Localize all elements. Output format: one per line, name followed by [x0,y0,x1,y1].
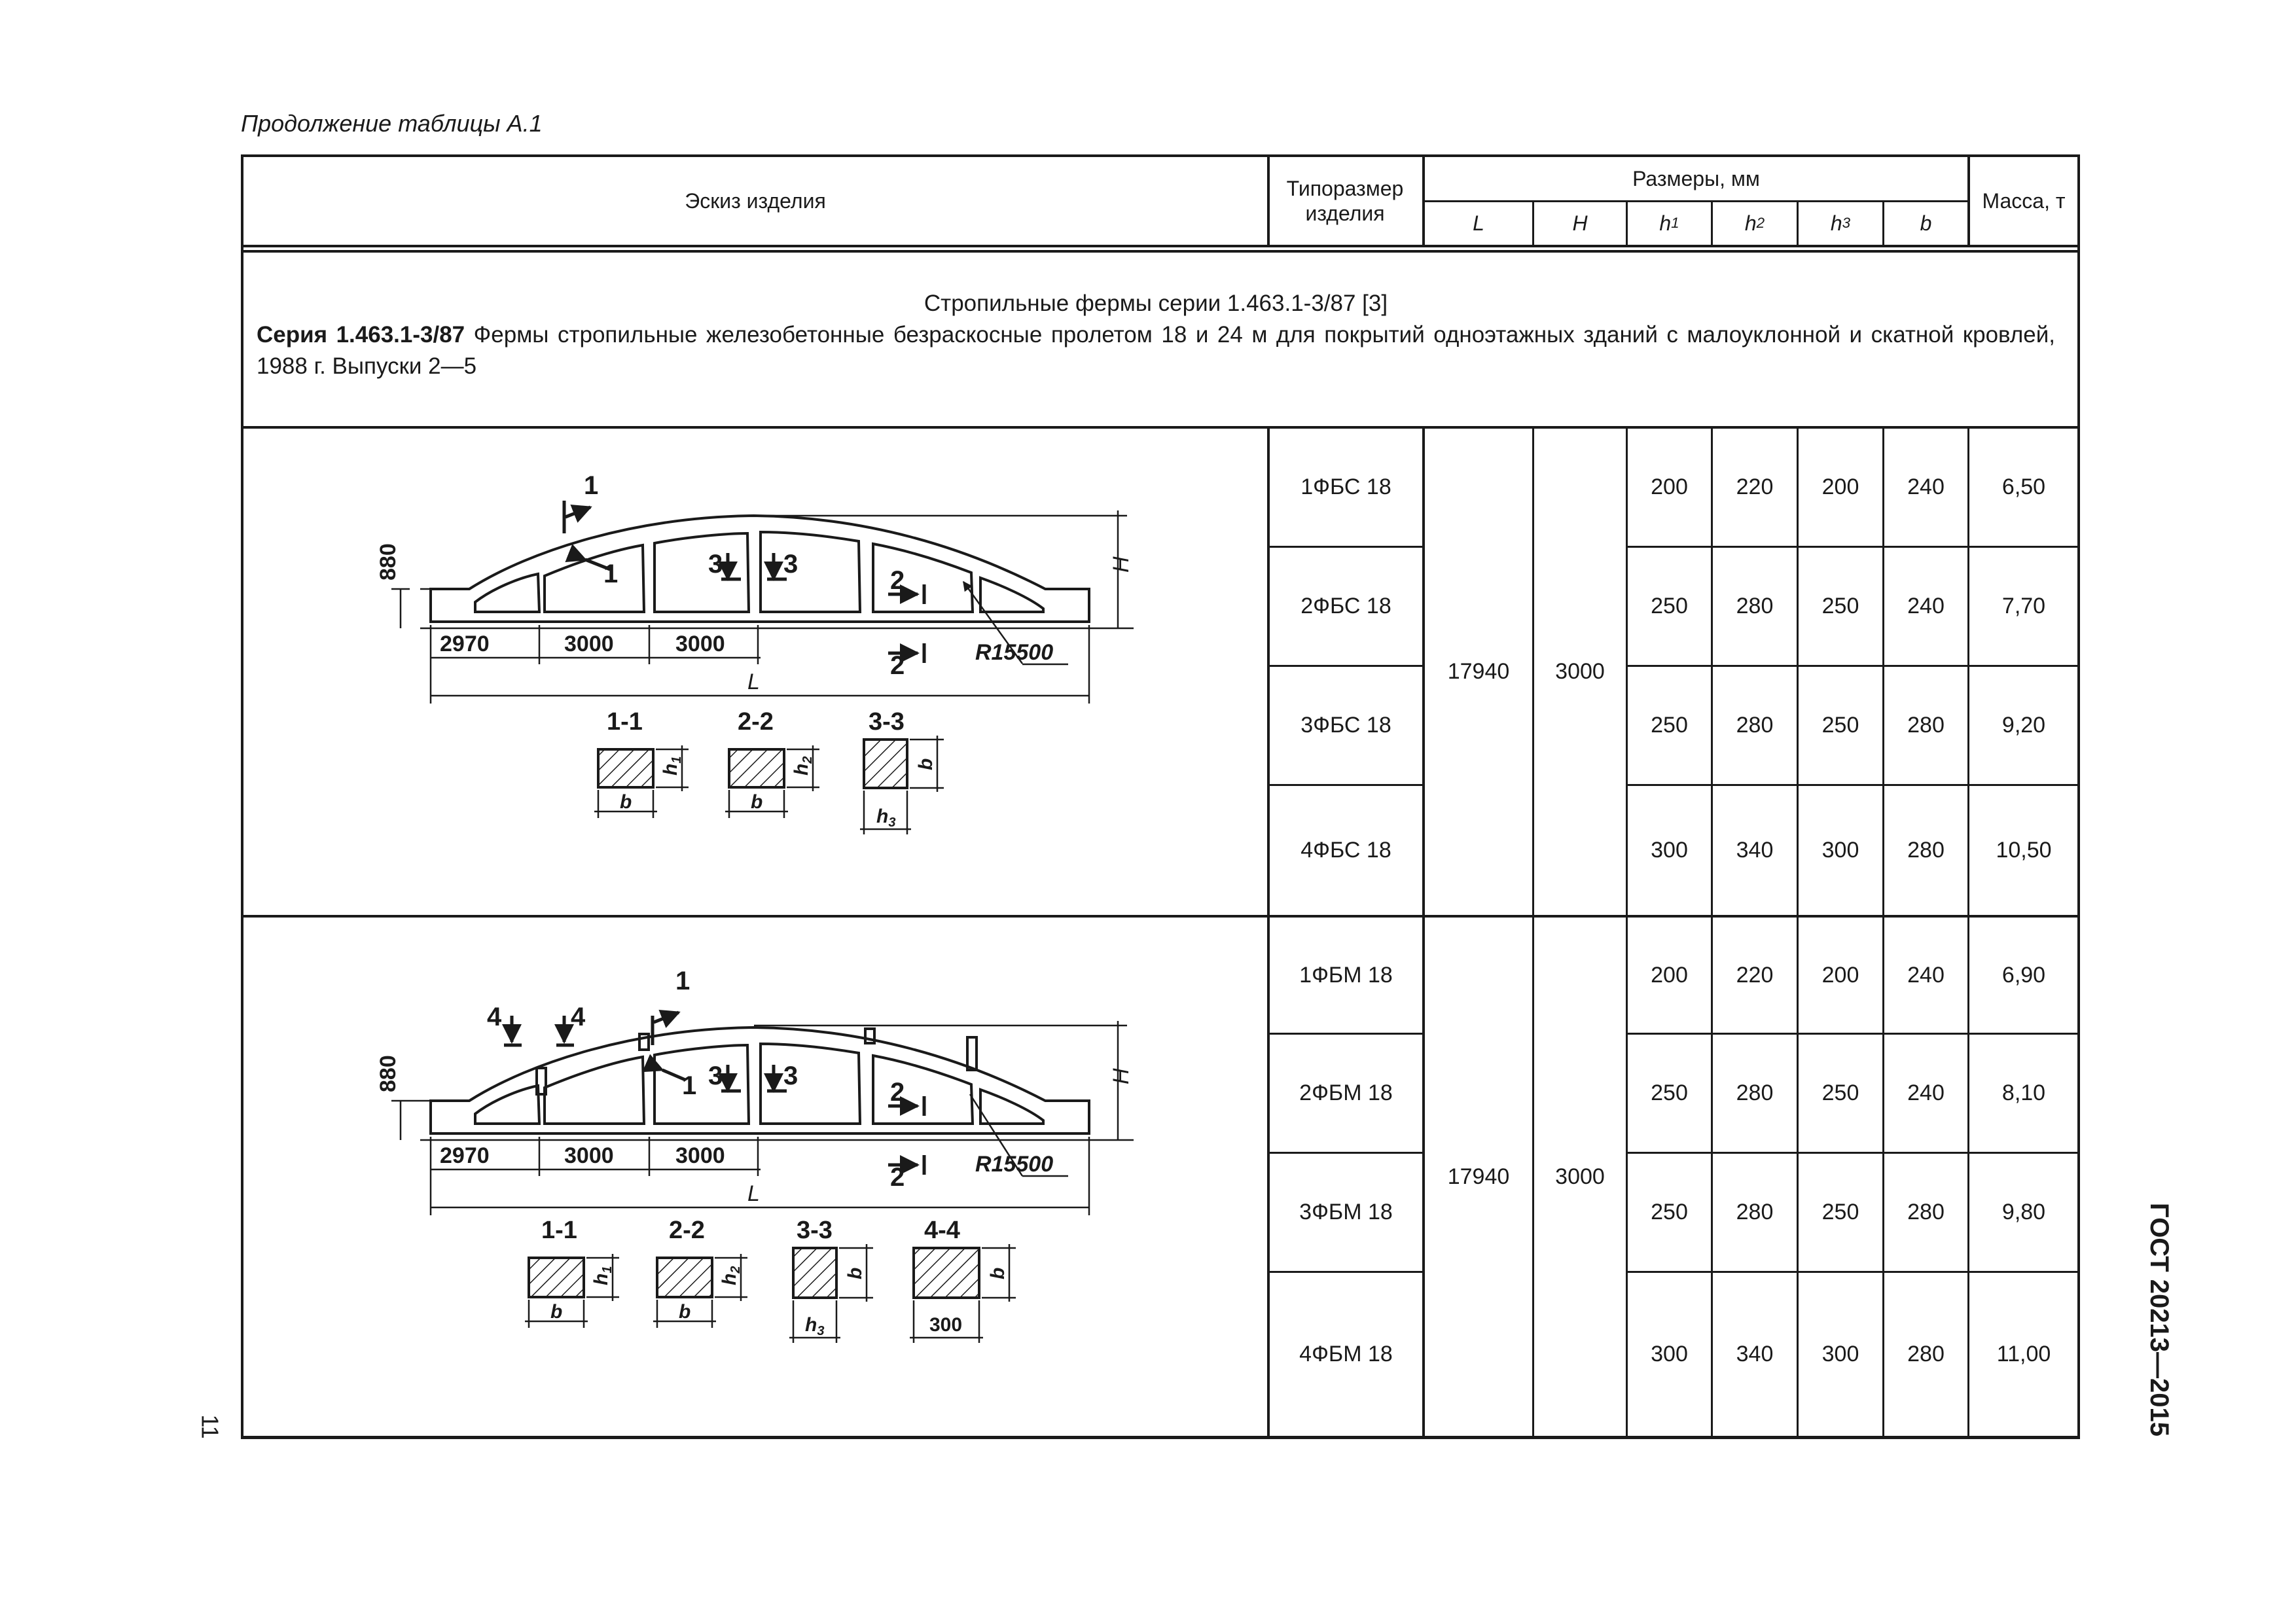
b-cell: 280 [1907,713,1945,738]
svg-text:b: b [915,758,937,770]
truss-sketch-fbm [243,918,1265,1435]
header-sketch: Эскиз изделия [685,188,826,213]
svg-text:L: L [747,1181,760,1206]
truss-sketch-fbs [243,429,1265,913]
mass-cell: 8,10 [2001,1080,2046,1106]
svg-text:3-3: 3-3 [869,708,905,736]
svg-text:2970: 2970 [440,632,490,656]
mass-cell: 9,80 [2001,1200,2046,1225]
mass-cell: 11,00 [1996,1342,2051,1367]
svg-text:3: 3 [708,550,723,579]
type-cell: 2ФБМ 18 [1299,1080,1393,1106]
svg-text:3000: 3000 [675,632,725,656]
svg-text:1: 1 [603,560,619,588]
svg-text:1: 1 [682,1071,697,1100]
type-cell: 2ФБС 18 [1300,594,1391,619]
mass-cell: 9,20 [2001,713,2046,738]
svg-text:3000: 3000 [564,632,614,656]
svg-text:h2: $h_2$ [719,1266,743,1285]
h3-cell: 200 [1821,474,1859,500]
svg-text:b: b [844,1267,866,1279]
type-cell: 3ФБМ 18 [1299,1200,1393,1225]
group2-L: 17940 [1447,1164,1510,1189]
series-block [257,288,2055,382]
h3-cell: 250 [1821,1200,1859,1225]
b-cell: 240 [1907,1080,1945,1106]
svg-text:4: 4 [571,1003,586,1031]
series-title: Стропильные фермы серии 1.463.1-3/87 [3] [924,291,1388,316]
type-cell: 4ФБС 18 [1300,838,1391,863]
h1-cell: 250 [1651,713,1688,738]
page-number: 11 [197,1414,224,1439]
svg-text:1-1: 1-1 [607,708,643,736]
header-type: Типоразмер изделия [1286,176,1404,225]
h3-cell: 300 [1821,838,1859,863]
type-cell: 1ФБС 18 [1300,474,1391,500]
svg-text:R15500: R15500 [975,1152,1054,1177]
svg-text:h1: $h_1$ [660,756,684,776]
h1-cell: 250 [1651,1200,1688,1225]
svg-text:3-3: 3-3 [797,1217,833,1244]
svg-text:3: 3 [783,1061,798,1090]
svg-text:2-2: 2-2 [669,1217,705,1244]
b-cell: 280 [1907,838,1945,863]
h2-cell: 340 [1736,1342,1774,1367]
header-col-H: H [1572,211,1588,236]
mass-cell: 6,50 [2001,474,2046,500]
type-cell: 1ФБМ 18 [1299,962,1393,988]
svg-text:H: H [1109,556,1134,573]
svg-text:h1: $h_1$ [590,1266,615,1285]
svg-text:3000: 3000 [675,1143,725,1168]
b-cell: 240 [1907,594,1945,619]
svg-text:3000: 3000 [564,1143,614,1168]
h3-cell: 250 [1821,1080,1859,1106]
svg-text:880: 880 [376,1055,401,1092]
header-mass: Масса, т [1982,188,2066,213]
svg-text:1: 1 [584,471,599,500]
svg-text:b: b [751,791,763,813]
mass-cell: 10,50 [1996,838,2052,863]
header-col-h1: h 1 [1659,211,1679,236]
svg-text:2: 2 [890,1163,905,1192]
svg-text:3: 3 [708,1061,723,1090]
h1-cell: 200 [1651,962,1688,988]
h1-cell: 200 [1651,474,1688,500]
b-cell: 240 [1907,474,1945,500]
header-col-b: b [1920,211,1932,236]
header-dimensions: Размеры, мм [1632,166,1760,190]
svg-text:L: L [747,669,760,694]
svg-text:3: 3 [783,550,798,579]
svg-text:2: 2 [890,566,905,595]
series-description: Серия 1.463.1-3/87 Фермы стропильные железобетонные безраскосные пролетом 18 и 24 м для покрытий одноэтажных зданий с малоуклонной и скатной кровлей, 1988 г. Выпуски 2—5 [257,322,2055,379]
mass-cell: 6,90 [2001,962,2046,988]
type-cell: 4ФБМ 18 [1299,1342,1393,1367]
h1-cell: 250 [1651,1080,1688,1106]
header-col-L: L [1473,211,1484,236]
h1-cell: 250 [1651,594,1688,619]
header-col-h3: h 3 [1830,211,1851,236]
h2-cell: 340 [1736,838,1774,863]
mass-cell: 7,70 [2001,594,2046,619]
svg-text:2: 2 [890,1078,905,1107]
group1-L: 17940 [1447,659,1510,685]
svg-text:4: 4 [487,1003,502,1031]
svg-text:880: 880 [376,543,401,580]
h2-cell: 280 [1736,594,1774,619]
h3-cell: 250 [1821,713,1859,738]
svg-text:h2: $h_2$ [791,756,815,776]
b-cell: 280 [1907,1342,1945,1367]
b-cell: 240 [1907,962,1945,988]
h2-cell: 280 [1736,1200,1774,1225]
svg-text:300: 300 [929,1314,963,1336]
svg-text:h3: $h_3$ [876,806,896,830]
type-cell: 3ФБС 18 [1300,713,1391,738]
h1-cell: 300 [1651,838,1688,863]
svg-text:b: b [987,1267,1009,1279]
h2-cell: 280 [1736,713,1774,738]
svg-text:4-4: 4-4 [924,1217,960,1244]
svg-text:R15500: R15500 [975,640,1054,665]
h1-cell: 300 [1651,1342,1688,1367]
svg-text:h3: $h_3$ [805,1314,825,1338]
h2-cell: 220 [1736,962,1774,988]
group2-H: 3000 [1555,1164,1605,1189]
svg-text:2970: 2970 [440,1143,490,1168]
svg-text:H: H [1109,1068,1134,1084]
h2-cell: 220 [1736,474,1774,500]
svg-text:1-1: 1-1 [541,1217,577,1244]
svg-text:2-2: 2-2 [738,708,774,736]
b-cell: 280 [1907,1200,1945,1225]
h2-cell: 280 [1736,1080,1774,1106]
h3-cell: 300 [1821,1342,1859,1367]
h3-cell: 200 [1821,962,1859,988]
h3-cell: 250 [1821,594,1859,619]
svg-text:2: 2 [890,651,905,680]
document-code: ГОСТ 20213—2015 [2144,1202,2174,1436]
svg-text:b: b [620,791,632,813]
table-caption: Продолжение таблицы А.1 [241,110,543,137]
svg-text:1: 1 [675,967,691,995]
svg-text:b: b [550,1301,563,1323]
svg-text:b: b [679,1301,691,1323]
header-col-h2: h 2 [1744,211,1765,236]
group1-H: 3000 [1555,659,1605,685]
